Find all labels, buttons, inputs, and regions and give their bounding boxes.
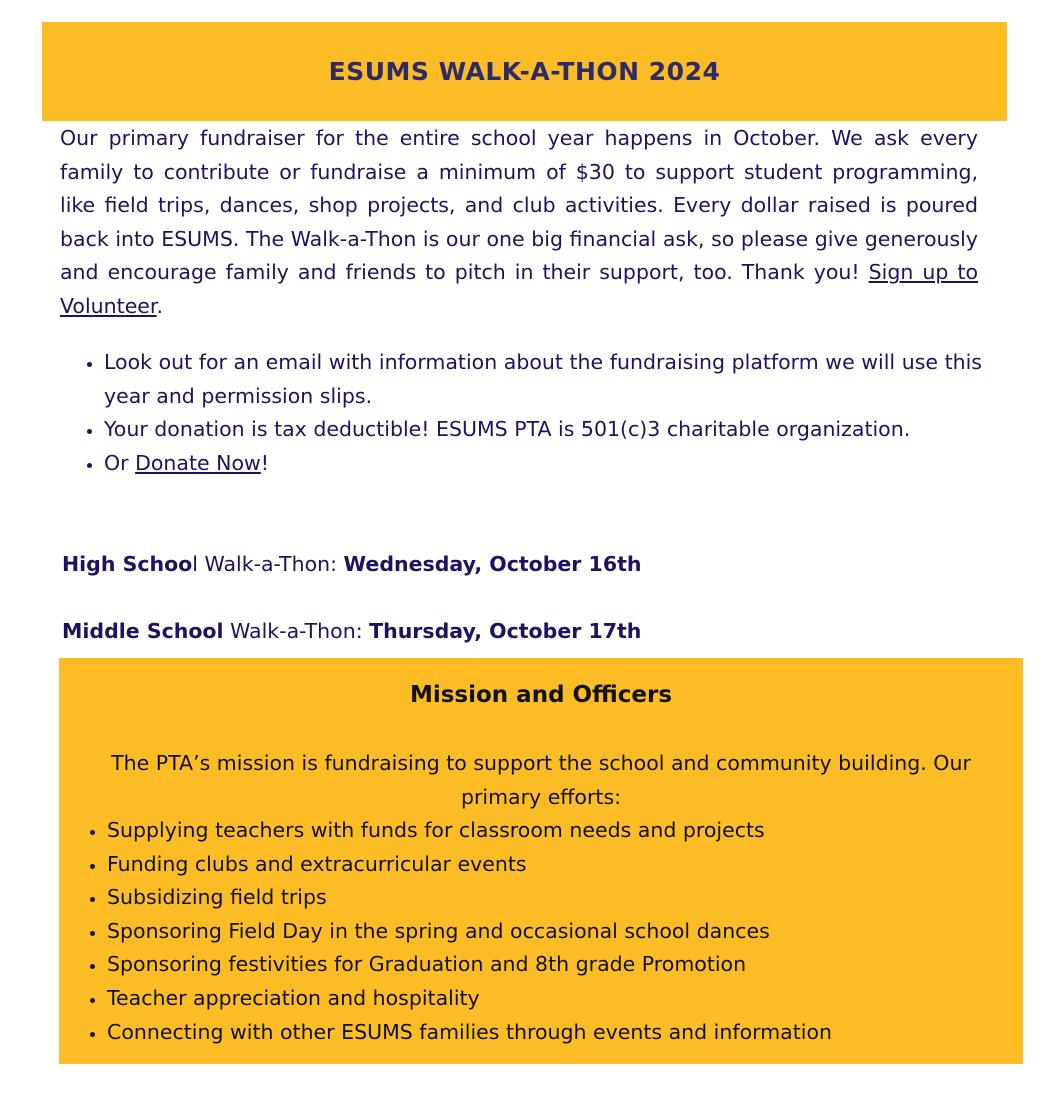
intro-paragraph — [60, 122, 978, 324]
bullet-donate-prefix: Or — [104, 450, 136, 475]
list-item: • Funding clubs and extracurricular events — [107, 848, 999, 882]
high-school-label: High Schoo — [62, 552, 193, 576]
header-banner — [42, 22, 1007, 121]
intro-text: Our primary fundraiser for the entire school year happens in October. We ask every family to contribute or fundraise a minimum of $30 to support student programming, like field trips, dances, shop projects, and club activities. Every dollar raised is poured back into ESUMS. The Walk-a-Thon is our one big financial ask, so please give generously and encourage family and friends to pitch in their support, too. Thank you! — [60, 126, 978, 285]
bullet-donate-suffix: ! — [260, 450, 270, 475]
mission-heading: Mission and Officers — [409, 682, 673, 708]
high-school-walkathon-text: l Walk-a-Thon: — [192, 552, 344, 576]
volunteer-link[interactable]: Sign up to Volunteer — [60, 260, 978, 318]
middle-school-date: Thursday, October 17th — [369, 619, 642, 643]
list-item: • Teacher appreciation and hospitality — [107, 982, 999, 1016]
high-school-date: Wednesday, October 16th — [343, 552, 642, 576]
mission-efforts-list — [59, 814, 999, 1049]
list-item: • Supplying teachers with funds for classroom needs and projects — [107, 814, 999, 848]
middle-school-schedule — [62, 616, 641, 646]
mission-section — [59, 658, 1023, 1064]
list-item: • Connecting with other ESUMS families through events and information — [107, 1016, 999, 1050]
list-item: • Sponsoring festivities for Graduation and 8th grade Promotion — [107, 948, 999, 982]
list-item — [104, 413, 982, 447]
list-item — [104, 447, 982, 481]
intro-end-punct: . — [156, 293, 163, 318]
list-item: • Subsidizing field trips — [107, 881, 999, 915]
list-item — [104, 346, 982, 413]
donate-now-link[interactable]: Donate Now — [135, 450, 261, 475]
high-school-schedule — [62, 549, 641, 579]
list-item: • Sponsoring Field Day in the spring and occasional school dances — [107, 915, 999, 949]
middle-school-label: Middle School — [62, 619, 224, 643]
info-bullet-list — [60, 346, 982, 480]
page-title: ESUMS WALK-A-THON 2024 — [328, 57, 721, 86]
bullet-email-info: Look out for an email with information about the fundraising platform we will use this year and permission slips. — [104, 350, 982, 408]
middle-school-walkathon-text: Walk-a-Thon: — [223, 619, 370, 643]
bullet-tax-info: Your donation is tax deductible! ESUMS PTA is 501(c)3 charitable organization. — [104, 417, 911, 442]
mission-intro: The PTA’s mission is fundraising to support the school and community building. Our primary efforts: — [111, 751, 971, 809]
